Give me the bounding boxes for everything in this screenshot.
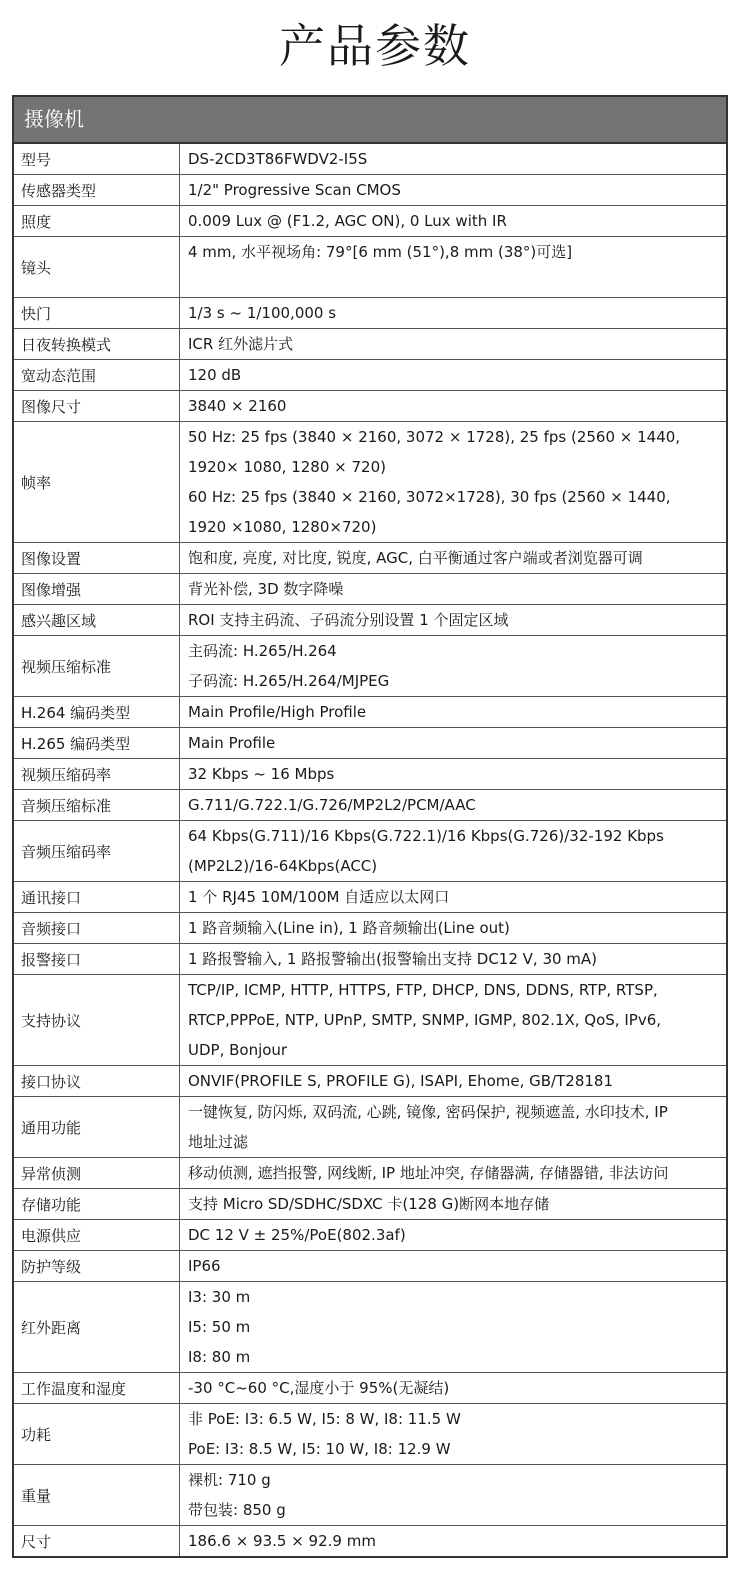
spec-row xyxy=(14,975,726,1066)
spec-row xyxy=(14,605,726,636)
spec-value-line: PoE: I3: 8.5 W, I5: 10 W, I8: 12.9 W xyxy=(188,1440,451,1458)
spec-value xyxy=(180,821,726,881)
spec-value-line: G.711/G.722.1/G.726/MP2L2/PCM/AAC xyxy=(188,796,476,814)
spec-value-line: Main Profile/High Profile xyxy=(188,703,367,721)
spec-value-line: 3840 × 2160 xyxy=(188,397,287,415)
spec-value xyxy=(180,636,726,696)
spec-value xyxy=(180,1404,726,1464)
spec-value xyxy=(180,728,726,758)
spec-value-line: 背光补偿, 3D 数字降噪 xyxy=(188,580,344,598)
spec-row xyxy=(14,636,726,697)
spec-row xyxy=(14,944,726,975)
spec-value-line: I5: 50 m xyxy=(188,1318,251,1336)
spec-value-line: I3: 30 m xyxy=(188,1288,251,1306)
spec-value xyxy=(180,1189,726,1219)
spec-value xyxy=(180,1526,726,1556)
spec-label: 传感器类型 xyxy=(14,175,180,205)
spec-value-line: 移动侦测, 遮挡报警, 网线断, IP 地址冲突, 存储器满, 存储器错, 非法访问 xyxy=(188,1164,669,1182)
spec-value xyxy=(180,422,726,542)
spec-label: 功耗 xyxy=(14,1404,180,1464)
spec-value-line: 4 mm, 水平视场角: 79°[6 mm (51°),8 mm (38°)可选] xyxy=(188,243,573,261)
spec-value-line xyxy=(188,267,722,297)
spec-value xyxy=(180,759,726,789)
spec-value xyxy=(180,543,726,573)
spec-value-line: ICR 红外滤片式 xyxy=(188,335,294,353)
spec-row xyxy=(14,391,726,422)
spec-label: 视频压缩标准 xyxy=(14,636,180,696)
spec-value xyxy=(180,237,726,297)
spec-value-line: I8: 80 m xyxy=(188,1348,251,1366)
spec-label: 通用功能 xyxy=(14,1097,180,1157)
spec-value-line: 1920 ×1080, 1280×720) xyxy=(188,518,377,536)
spec-value-line: 地址过滤 xyxy=(188,1133,249,1151)
page-title: 产品参数 xyxy=(279,19,471,73)
spec-value xyxy=(180,298,726,328)
spec-row xyxy=(14,1097,726,1158)
spec-value xyxy=(180,1220,726,1250)
spec-row xyxy=(14,882,726,913)
spec-label: 重量 xyxy=(14,1465,180,1525)
spec-value xyxy=(180,882,726,912)
spec-row xyxy=(14,913,726,944)
spec-value-line: 子码流: H.265/H.264/MJPEG xyxy=(188,672,390,690)
spec-label: 镜头 xyxy=(14,237,180,297)
spec-value xyxy=(180,944,726,974)
spec-label: 尺寸 xyxy=(14,1526,180,1556)
spec-value-line: 主码流: H.265/H.264 xyxy=(188,642,337,660)
spec-rows xyxy=(14,144,726,1556)
spec-value-line: 60 Hz: 25 fps (3840 × 2160, 3072×1728), 30 fps (2560 × 1440, xyxy=(188,488,671,506)
spec-label: 视频压缩码率 xyxy=(14,759,180,789)
spec-row xyxy=(14,237,726,298)
spec-value xyxy=(180,175,726,205)
spec-row xyxy=(14,1404,726,1465)
spec-label: 红外距离 xyxy=(14,1282,180,1372)
spec-value-line: 带包装: 850 g xyxy=(188,1501,286,1519)
spec-value xyxy=(180,913,726,943)
spec-row xyxy=(14,1066,726,1097)
spec-value-line: 64 Kbps(G.711)/16 Kbps(G.722.1)/16 Kbps(G.726)/32-192 Kbps xyxy=(188,827,664,845)
spec-value-line: -30 °C~60 °C,湿度小于 95%(无凝结) xyxy=(188,1379,450,1397)
spec-row xyxy=(14,543,726,574)
spec-value xyxy=(180,1066,726,1096)
section-header: 摄像机 xyxy=(14,97,726,144)
spec-value-line: IP66 xyxy=(188,1257,221,1275)
spec-label: 报警接口 xyxy=(14,944,180,974)
spec-row xyxy=(14,790,726,821)
spec-value xyxy=(180,697,726,727)
spec-label: H.264 编码类型 xyxy=(14,697,180,727)
spec-value xyxy=(180,1158,726,1188)
spec-value xyxy=(180,391,726,421)
spec-row xyxy=(14,1251,726,1282)
spec-row xyxy=(14,759,726,790)
spec-value-line: 1/3 s ~ 1/100,000 s xyxy=(188,304,337,322)
spec-label: 音频压缩标准 xyxy=(14,790,180,820)
spec-value-line: ONVIF(PROFILE S, PROFILE G), ISAPI, Ehome, GB/T28181 xyxy=(188,1072,613,1090)
spec-row xyxy=(14,206,726,237)
spec-value-line: 一键恢复, 防闪烁, 双码流, 心跳, 镜像, 密码保护, 视频遮盖, 水印技术, IP xyxy=(188,1103,668,1121)
spec-row xyxy=(14,144,726,175)
spec-value-line: 1920× 1080, 1280 × 720) xyxy=(188,458,386,476)
spec-value xyxy=(180,144,726,174)
spec-label: 防护等级 xyxy=(14,1251,180,1281)
spec-row xyxy=(14,175,726,206)
spec-value-line: RTCP,PPPoE, NTP, UPnP, SMTP, SNMP, IGMP, 802.1X, QoS, IPv6, xyxy=(188,1011,662,1029)
spec-row xyxy=(14,1465,726,1526)
spec-row xyxy=(14,329,726,360)
spec-value-line: TCP/IP, ICMP, HTTP, HTTPS, FTP, DHCP, DNS, DDNS, RTP, RTSP, xyxy=(188,981,658,999)
spec-row xyxy=(14,422,726,543)
spec-value-line: 186.6 × 93.5 × 92.9 mm xyxy=(188,1532,376,1550)
spec-value-line: UDP, Bonjour xyxy=(188,1041,288,1059)
spec-label: 感兴趣区域 xyxy=(14,605,180,635)
spec-value-line: Main Profile xyxy=(188,734,276,752)
spec-label: 照度 xyxy=(14,206,180,236)
spec-value xyxy=(180,1373,726,1403)
spec-label: 音频接口 xyxy=(14,913,180,943)
spec-value-line: 120 dB xyxy=(188,366,242,384)
spec-value-line: 32 Kbps ~ 16 Mbps xyxy=(188,765,335,783)
spec-row xyxy=(14,728,726,759)
spec-label: 快门 xyxy=(14,298,180,328)
spec-row xyxy=(14,1220,726,1251)
spec-label: 接口协议 xyxy=(14,1066,180,1096)
spec-value-line: ROI 支持主码流、子码流分别设置 1 个固定区域 xyxy=(188,611,509,629)
spec-value xyxy=(180,1282,726,1372)
spec-label: 宽动态范围 xyxy=(14,360,180,390)
spec-label: 存储功能 xyxy=(14,1189,180,1219)
spec-value xyxy=(180,605,726,635)
spec-table xyxy=(12,95,728,1558)
spec-label: 支持协议 xyxy=(14,975,180,1065)
spec-value-line: 支持 Micro SD/SDHC/SDXC 卡(128 G)断网本地存储 xyxy=(188,1195,550,1213)
spec-value-line: (MP2L2)/16-64Kbps(ACC) xyxy=(188,857,378,875)
spec-value xyxy=(180,975,726,1065)
spec-row xyxy=(14,1526,726,1556)
spec-value-line: 饱和度, 亮度, 对比度, 锐度, AGC, 白平衡通过客户端或者浏览器可调 xyxy=(188,549,643,567)
spec-value-line: 1 路音频输入(Line in), 1 路音频输出(Line out) xyxy=(188,919,510,937)
spec-value-line: 0.009 Lux @ (F1.2, AGC ON), 0 Lux with IR xyxy=(188,212,507,230)
spec-value-line: 1/2" Progressive Scan CMOS xyxy=(188,181,401,199)
spec-value xyxy=(180,360,726,390)
spec-value-line: DS-2CD3T86FWDV2-I5S xyxy=(188,150,368,168)
spec-row xyxy=(14,1158,726,1189)
spec-value-line: 1 个 RJ45 10M/100M 自适应以太网口 xyxy=(188,888,450,906)
spec-value xyxy=(180,1097,726,1157)
spec-row xyxy=(14,360,726,391)
spec-label: 异常侦测 xyxy=(14,1158,180,1188)
spec-value-line: 50 Hz: 25 fps (3840 × 2160, 3072 × 1728), 25 fps (2560 × 1440, xyxy=(188,428,681,446)
spec-row xyxy=(14,298,726,329)
spec-value-line: 裸机: 710 g xyxy=(188,1471,271,1489)
spec-row xyxy=(14,1189,726,1220)
spec-label: 日夜转换模式 xyxy=(14,329,180,359)
spec-row xyxy=(14,697,726,728)
spec-label: 图像增强 xyxy=(14,574,180,604)
spec-value-line: 非 PoE: I3: 6.5 W, I5: 8 W, I8: 11.5 W xyxy=(188,1410,461,1428)
spec-label: 图像尺寸 xyxy=(14,391,180,421)
spec-label: 帧率 xyxy=(14,422,180,542)
spec-row xyxy=(14,1282,726,1373)
spec-value xyxy=(180,574,726,604)
spec-value xyxy=(180,206,726,236)
spec-value xyxy=(180,329,726,359)
spec-row xyxy=(14,821,726,882)
spec-row xyxy=(14,574,726,605)
spec-label: 通讯接口 xyxy=(14,882,180,912)
spec-label: 型号 xyxy=(14,144,180,174)
spec-value-line: DC 12 V ± 25%/PoE(802.3af) xyxy=(188,1226,406,1244)
spec-value xyxy=(180,1251,726,1281)
spec-value xyxy=(180,1465,726,1525)
spec-label: 工作温度和湿度 xyxy=(14,1373,180,1403)
spec-row xyxy=(14,1373,726,1404)
spec-value-line: 1 路报警输入, 1 路报警输出(报警输出支持 DC12 V, 30 mA) xyxy=(188,950,598,968)
spec-label: 音频压缩码率 xyxy=(14,821,180,881)
spec-label: 图像设置 xyxy=(14,543,180,573)
spec-label: 电源供应 xyxy=(14,1220,180,1250)
spec-value xyxy=(180,790,726,820)
spec-label: H.265 编码类型 xyxy=(14,728,180,758)
